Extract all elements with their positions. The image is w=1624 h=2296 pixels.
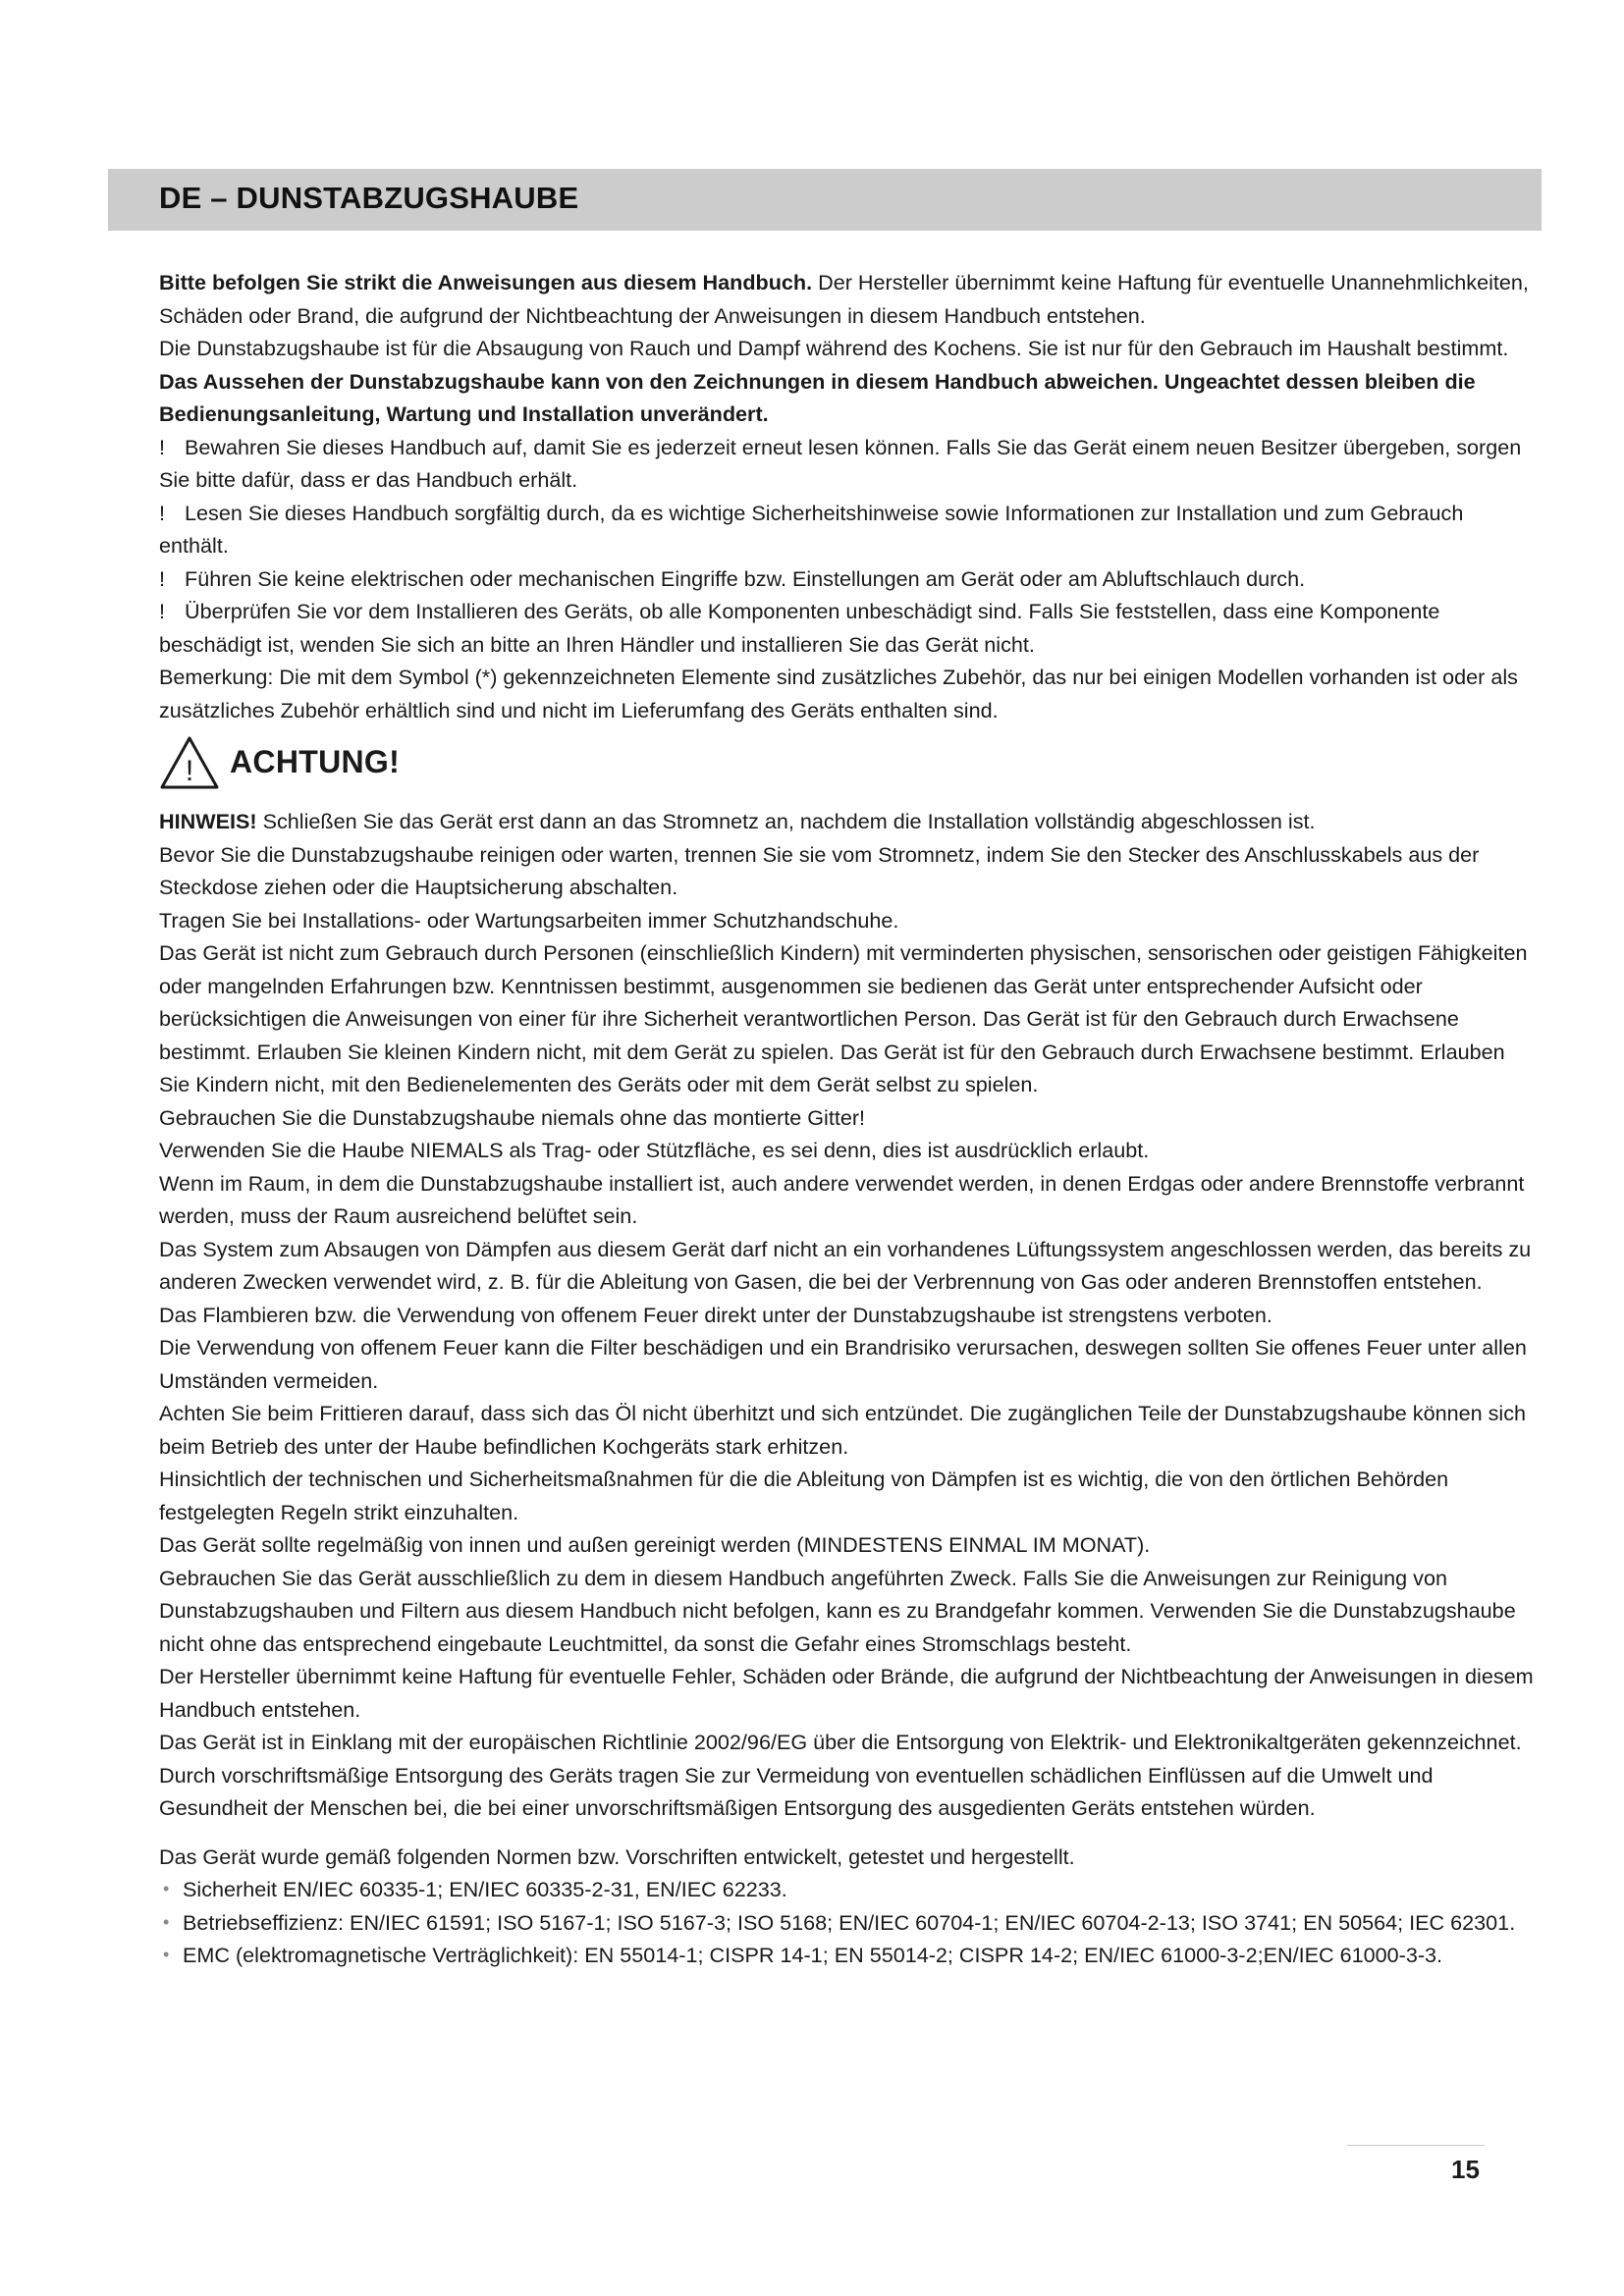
warning-paragraph: Tragen Sie bei Installations- oder Wartungsarbeiten immer Schutzhandschuhe. (159, 907, 899, 933)
intro-bold-sentence: Bitte befolgen Sie strikt die Anweisungen aus diesem Handbuch. (159, 270, 813, 294)
bullet-icon: • (163, 1911, 170, 1932)
warning-paragraph: Hinsichtlich der technischen und Sicherheitsmaßnahmen für die die Ableitung von Dämpfen ist es wichtig, die von den örtlichen Behörden festgelegten Regeln strikt einzuhalten. (159, 1467, 1449, 1524)
warning-paragraph: Bevor Sie die Dunstabzugshaube reinigen oder warten, trennen Sie sie vom Stromnetz, indem Sie den Stecker des Anschlusskabels aus der Steckdose ziehen oder die Hauptsicherung abschalten. (159, 841, 1480, 899)
standard-text: Sicherheit EN/IEC 60335-1; EN/IEC 60335-2-31, EN/IEC 62233. (183, 1877, 787, 1901)
bullet-icon: • (163, 1945, 170, 1964)
section-title: DE – DUNSTABZUGSHAUBE (159, 181, 579, 215)
intro-sentence-rest: Der Hersteller übernimmt keine Haftung für eventuelle Unannehmlichkeiten, Schäden oder Brand, die aufgrund der Nichtbeachtung der Anweisungen in diesem Handbuch entstehen. (159, 270, 1529, 328)
document-body (159, 266, 1534, 1972)
page-number: 15 (1451, 2155, 1480, 2184)
footer-divider (1347, 2145, 1485, 2146)
exclamation-marker: ! (159, 500, 165, 525)
hinweis-label: HINWEIS! (159, 809, 257, 833)
note-item (159, 595, 1534, 661)
intro-paragraph (159, 266, 1534, 332)
standard-text: EMC (elektromagnetische Verträglichkeit): EN 55014-1; CISPR 14-1; EN 55014-2; CISPR 14-2; EN/IEC 61000-3-2;EN/IEC 61000-3-3. (183, 1943, 1443, 1967)
warning-paragraph: Das Flambieren bzw. die Verwendung von offenem Feuer direkt unter der Dunstabzugshaube ist strengstens verboten. (159, 1302, 1272, 1327)
note-item (159, 431, 1534, 497)
note-item (159, 562, 1534, 596)
hinweis-text: Schließen Sie das Gerät erst dann an das Stromnetz an, nachdem die Installation vollständig abgeschlossen ist. (256, 809, 1316, 833)
warning-paragraph: Das Gerät ist in Einklang mit der europäischen Richtlinie 2002/96/EG über die Entsorgung von Elektrik- und Elektronikaltgeräten gekennzeichnet. Durch vorschriftsmäßige Entsorgung des Geräts tragen Sie zur Vermeidung von eventuellen schädlichen Einflüssen auf die Umwelt und Gesundheit der Menschen bei, die bei einer unvorschriftsmäßigen Entsorgung des ausgedienten Geräts entstehen würden. (159, 1730, 1522, 1820)
standards-list (159, 1873, 1534, 1972)
list-item (159, 1906, 1534, 1940)
warning-paragraph: Die Verwendung von offenem Feuer kann die Filter beschädigen und ein Brandrisiko verursachen, deswegen sollten Sie offenes Feuer unter allen Umständen vermeiden. (159, 1335, 1527, 1393)
note-text: Führen Sie keine elektrischen oder mechanischen Eingriffe bzw. Einstellungen am Gerät oder am Abluftschlauch durch. (185, 565, 1306, 591)
intro-appearance-note: Das Aussehen der Dunstabzugshaube kann von den Zeichnungen in diesem Handbuch abweichen. Ungeachtet dessen bleiben die Bedienungsanleitung, Wartung und Installation unverändert. (159, 368, 1476, 426)
standard-text: Betriebseffizienz: EN/IEC 61591; ISO 5167-1; ISO 5167-3; ISO 5168; EN/IEC 60704-1; EN/IEC 60704-2-13; ISO 3741; EN 50564; IEC 62301. (183, 1909, 1516, 1935)
bullet-icon: • (163, 1879, 170, 1898)
warning-title: ACHTUNG! (230, 744, 401, 780)
exclamation-marker: ! (159, 434, 165, 459)
intro-purpose-paragraph: Die Dunstabzugshaube ist für die Absaugung von Rauch und Dampf während des Kochens. Sie ist nur für den Gebrauch im Haushalt bestimmt. (159, 336, 1509, 360)
section-header-bar (108, 169, 1542, 231)
warning-paragraph: Das System zum Absaugen von Dämpfen aus diesem Gerät darf nicht an ein vorhandenes Lüftungssystem angeschlossen werden, das bereits zu anderen Zwecken verwendet wird, z. B. für die Ableitung von Gasen, die bei der Verbrennung von Gas oder anderen Brennstoffen entstehen. (159, 1236, 1532, 1294)
exclamation-marker: ! (159, 599, 165, 623)
warning-icon-symbol: ! (185, 755, 194, 787)
note-text: Bewahren Sie dieses Handbuch auf, damit Sie es jederzeit erneut lesen können. Falls Sie das Gerät einem neuen Besitzer übergeben, sorgen Sie bitte dafür, dass er das Handbuch erhält. (159, 434, 1522, 492)
remark-paragraph: Bemerkung: Die mit dem Symbol (*) gekennzeichneten Elemente sind zusätzliches Zubehör, das nur bei einigen Modellen vorhanden ist oder als zusätzliches Zubehör erhältlich sind und nicht im Lieferumfang des Geräts enthalten sind. (159, 665, 1518, 722)
section-spacer (159, 1825, 1534, 1841)
warning-heading (159, 726, 1534, 799)
note-item (159, 497, 1534, 562)
list-item (159, 1873, 1534, 1906)
warning-paragraph: Wenn im Raum, in dem die Dunstabzugshaube installiert ist, auch andere verwendet werden, in denen Erdgas oder andere Brennstoffe verbrannt werden, muss der Raum ausreichend belüftet sein. (159, 1170, 1525, 1228)
warning-paragraph: Gebrauchen Sie die Dunstabzugshaube niemals ohne das montierte Gitter! (159, 1104, 866, 1130)
hinweis-paragraph (159, 805, 1534, 838)
list-item (159, 1939, 1534, 1972)
warning-paragraph: Gebrauchen Sie das Gerät ausschließlich zu dem in diesem Handbuch angeführten Zweck. Falls Sie die Anweisungen zur Reinigung von Dunstabzugshauben und Filtern aus diesem Handbuch nicht befolgen, kann es zu Brandgefahr kommen. Verwenden Sie die Dunstabzugshaube nicht ohne das entsprechend eingebaute Leuchtmittel, da sonst die Gefahr eines Stromschlags besteht. (159, 1565, 1516, 1656)
standards-intro: Das Gerät wurde gemäß folgenden Normen bzw. Vorschriften entwickelt, getestet und hergestellt. (159, 1843, 1075, 1869)
warning-paragraph: Das Gerät ist nicht zum Gebrauch durch Personen (einschließlich Kindern) mit verminderten physischen, sensorischen oder geistigen Fähigkeiten oder mangelnden Erfahrungen bzw. Kenntnissen bestimmt, ausgenommen sie bedienen das Gerät unter entsprechender Aufsicht oder berücksichtigen die Anweisungen von einer für ihre Sicherheit verantwortlichen Person. Das Gerät ist für den Gebrauch durch Erwachsene bestimmt. Erlauben Sie kleinen Kindern nicht, mit dem Gerät zu spielen. Das Gerät ist für den Gebrauch durch Erwachsene bestimmt. Erlauben Sie Kindern nicht, mit den Bedienelementen des Geräts oder mit dem Gerät selbst zu spielen. (159, 940, 1528, 1096)
warning-paragraph: Achten Sie beim Frittieren darauf, dass sich das Öl nicht überhitzt und sich entzündet. Die zugänglichen Teile der Dunstabzugshaube können sich beim Betrieb des unter der Haube befindlichen Kochgeräts stark erhitzen. (159, 1401, 1527, 1459)
exclamation-marker: ! (159, 565, 165, 591)
warning-paragraph: Der Hersteller übernimmt keine Haftung für eventuelle Fehler, Schäden oder Brände, die aufgrund der Nichtbeachtung der Anweisungen in diesem Handbuch entstehen. (159, 1664, 1534, 1722)
note-text: Überprüfen Sie vor dem Installieren des Geräts, ob alle Komponenten unbeschädigt sind. Falls Sie feststellen, dass eine Komponente beschädigt ist, wenden Sie sich an bitte an Ihren Händler und installieren Sie das Gerät nicht. (159, 599, 1440, 657)
warning-paragraph: Verwenden Sie die Haube NIEMALS als Trag- oder Stützfläche, es sei denn, dies ist ausdrücklich erlaubt. (159, 1138, 1150, 1162)
warning-triangle-icon (159, 735, 220, 790)
warning-paragraph: Das Gerät sollte regelmäßig von innen und außen gereinigt werden (MINDESTENS EINMAL IM MONAT). (159, 1532, 1151, 1557)
note-text: Lesen Sie dieses Handbuch sorgfältig durch, da es wichtige Sicherheitshinweise sowie Informationen zur Installation und zum Gebrauch enthält. (159, 500, 1464, 558)
